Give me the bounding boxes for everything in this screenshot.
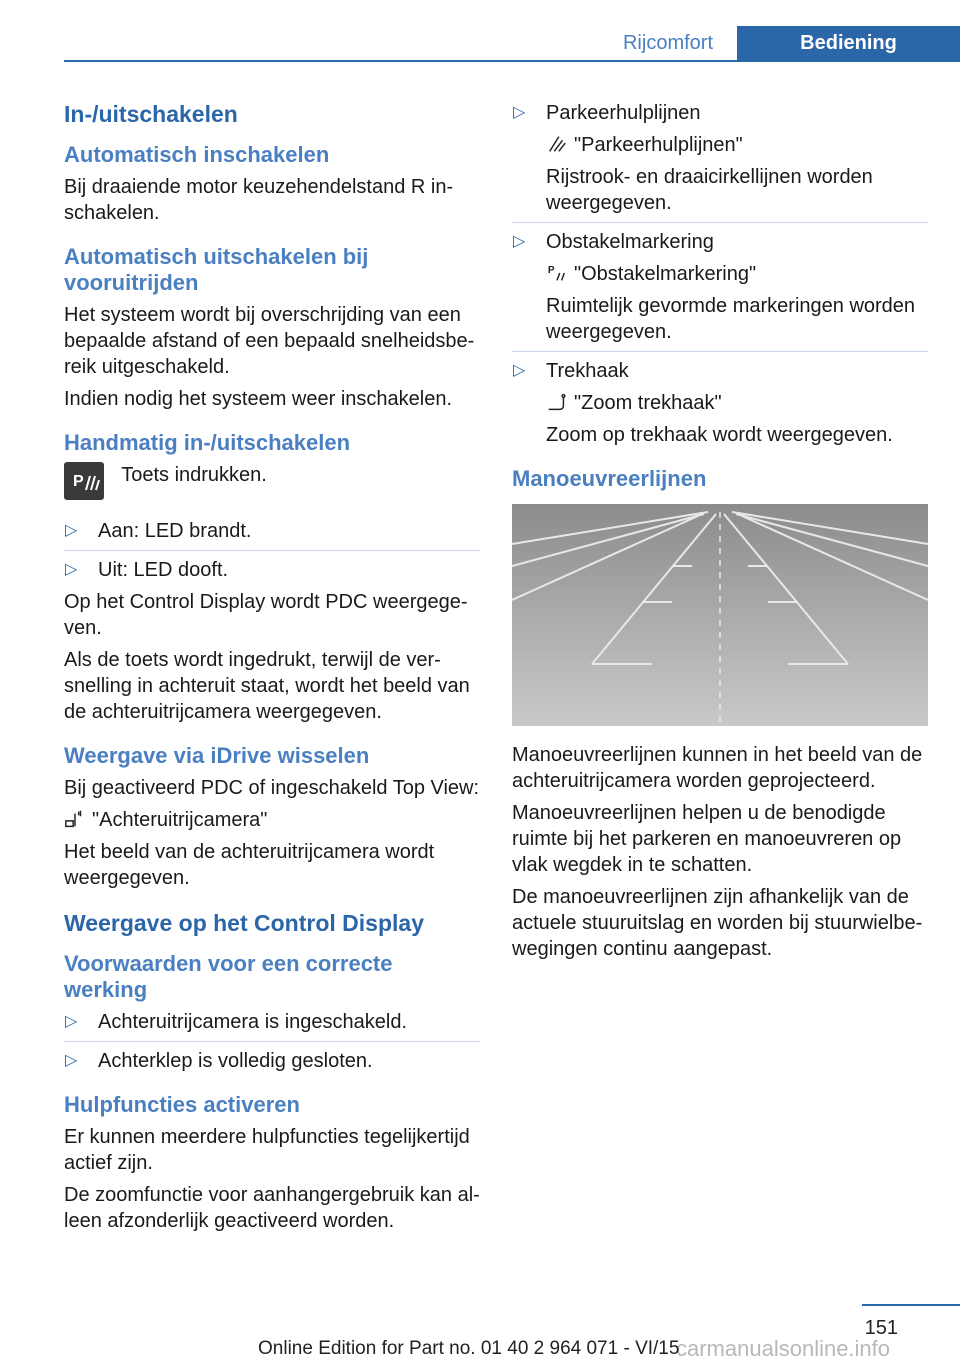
list-item: ▷ Aan: LED brandt. [65, 520, 252, 542]
list-item: ▷ Trekhaak [513, 360, 629, 382]
triangle-bullet-icon: ▷ [65, 1013, 78, 1030]
parking-lines-icon [546, 133, 568, 155]
text-desc: Rijstrook- en draaicirkellijnen worden weergegeven. [546, 166, 873, 214]
triangle-bullet-icon: ▷ [65, 1052, 78, 1069]
text-camera: Het beeld van de achteruitrijcamera wordt weergegeven. [64, 841, 435, 889]
heading-voorwaarden: Voorwaarden voor een correcte werking [64, 951, 393, 1002]
text-auto-uit-2: Indien nodig het systeem weer inschakelen. [64, 388, 453, 410]
text-auto-uit-1: Het systeem wordt bij overschrijding van een bepaalde afstand of een bepaald snelheidsbereik uitgeschakeld. [64, 304, 475, 378]
list-item: ▷ Achteruitrijcamera is ingeschakeld. [65, 1011, 408, 1033]
right-column [512, 100, 928, 968]
list-item: ▷ Obstakelmarkering [513, 231, 714, 253]
triangle-bullet-icon: ▷ [513, 233, 526, 250]
pdc-button-icon [64, 462, 104, 500]
heading-handmatig: Handmatig in-/uitschakelen [64, 430, 351, 455]
obstacle-marking-icon [546, 262, 568, 284]
triangle-bullet-icon: ▷ [513, 362, 526, 379]
text-hulp-2: De zoomfunctie voor aanhangergebruik kan alleen afzonderlijk geactiveerd worden. [64, 1184, 480, 1232]
heading-in-uitschakelen: In-/uitschakelen [64, 101, 238, 127]
text-display-1: Op het Control Display wordt PDC weergegeven. [64, 591, 468, 639]
watermark: carmanualsonline.info [676, 1336, 891, 1361]
text-manoeuvre-2: Manoeuvreerlijnen helpen u de benodigde ruimte bij het parkeren en manoeuvreren op vlak wegdek in te schatten. [512, 802, 902, 876]
heading-hulpfuncties: Hulpfuncties activeren [64, 1092, 300, 1117]
menu-row: P "Obstakelmarkering" [547, 263, 757, 285]
list-item: ▷ Uit: LED dooft. [65, 559, 229, 581]
svg-text:P: P [547, 265, 555, 276]
heading-manoeuvreerlijnen: Manoeuvreerlijnen [512, 466, 707, 491]
triangle-bullet-icon: ▷ [65, 522, 78, 539]
pdc-button-row [64, 462, 480, 502]
text-display-2: Als de toets wordt ingedrukt, terwijl de versnelling in achteruit staat, wordt het beeld van de achteruitrijcamera weergegeven. [64, 649, 470, 723]
manoeuvre-lines-image [512, 504, 928, 726]
list-item: ▷ Parkeerhulplijnen [513, 102, 701, 124]
triangle-bullet-icon: ▷ [513, 104, 526, 121]
heading-control-display: Weergave op het Control Display [64, 910, 424, 936]
text-idrive: Bij geactiveerd PDC of ingeschakeld Top View: [64, 777, 480, 799]
heading-automatisch-uitschakelen: Automatisch uitschakelen bij vooruitrijden [64, 244, 369, 295]
rear-camera-icon [64, 808, 86, 830]
heading-automatisch-inschakelen: Automatisch inschakelen [64, 142, 330, 167]
menu-camera-row: "Achteruitrijcamera" [64, 807, 480, 833]
heading-idrive: Weergave via iDrive wisselen [64, 743, 370, 768]
page-number: 151 [864, 1317, 898, 1339]
text-manoeuvre-3: De manoeuvreerlijnen zijn afhankelijk van de actuele stuuruitslag en worden bij stuurwielbewegingen continu aangepast. [512, 886, 923, 960]
edition-line: Online Edition for Part no. 01 40 2 964 071 - VI/15 [258, 1338, 680, 1359]
left-column [64, 100, 480, 1240]
text-desc: Ruimtelijk gevormde markeringen worden weergegeven. [546, 295, 916, 343]
menu-row: "Zoom trekhaak" [512, 390, 928, 416]
svg-text:P: P [73, 473, 84, 490]
list-item: ▷ Achterklep is volledig gesloten. [65, 1050, 373, 1072]
text-manoeuvre-1: Manoeuvreerlijnen kunnen in het beeld van de achteruitrijcamera worden geprojecteerd. [512, 744, 923, 792]
text-hulp-1: Er kunnen meerdere hulpfuncties tegelijkertijd actief zijn. [64, 1126, 470, 1174]
text-desc: Zoom op trekhaak wordt weergegeven. [546, 424, 893, 446]
text-auto-in: Bij draaiende motor keuzehendelstand R inschakelen. [64, 176, 454, 224]
triangle-bullet-icon: ▷ [65, 561, 78, 578]
text-toets-indrukken: Toets indrukken. [121, 464, 267, 486]
trailer-hitch-icon [546, 391, 568, 413]
header-rule [64, 60, 960, 62]
header-tab-section: Rijcomfort [622, 32, 713, 54]
menu-row: "Parkeerhulplijnen" [512, 132, 928, 158]
footer-rule [862, 1304, 960, 1306]
header-tab-active: Bediening [737, 26, 960, 60]
